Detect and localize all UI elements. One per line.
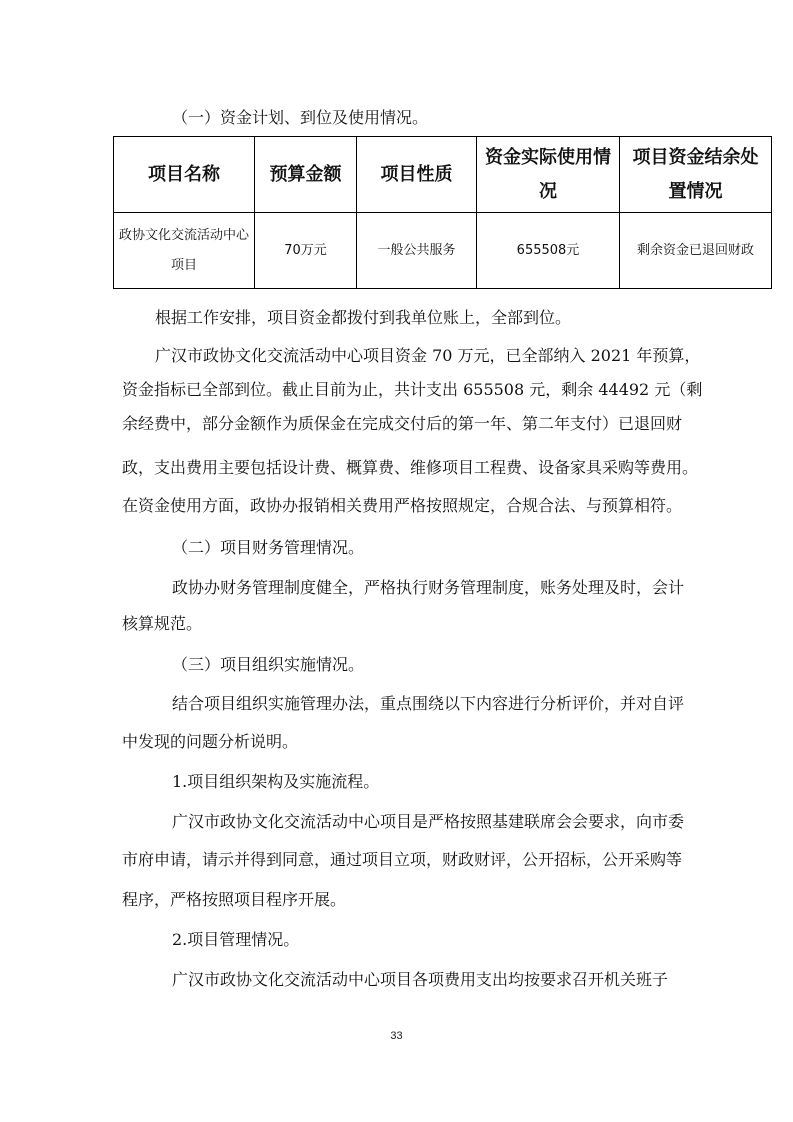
paragraph-5-line-3: 程序，严格按照项目程序开展。 — [122, 890, 347, 909]
paragraph-2-line-2: 资金指标已全部到位。截止目前为止，共计支出 655508 元，剩余 44492 元（剩 — [122, 380, 703, 399]
header-project-name: 项目名称 — [114, 137, 255, 213]
cell-project-name: 政协文化交流活动中心项目 — [114, 213, 255, 289]
subheading-2: 2.项目管理情况。 — [172, 930, 300, 949]
paragraph-4-line-1: 结合项目组织实施管理办法，重点围绕以下内容进行分析评价，并对自评 — [172, 694, 685, 713]
paragraph-6-line-1: 广汉市政协文化交流活动中心项目各项费用支出均按要求召开机关班子 — [172, 970, 669, 989]
section-heading-1: （一）资金计划、到位及使用情况。 — [172, 108, 429, 127]
paragraph-2-line-4: 政，支出费用主要包括设计费、概算费、维修项目工程费、设备家具采购等费用。 — [122, 458, 699, 477]
paragraph-2-line-1: 广汉市政协文化交流活动中心项目资金 70 万元，已全部纳入 2021 年预算， — [155, 346, 701, 365]
cell-balance-handling: 剩余资金已退回财政 — [620, 213, 772, 289]
table-row — [114, 213, 772, 289]
table-header-row — [114, 137, 772, 213]
paragraph-5-line-1: 广汉市政协文化交流活动中心项目是严格按照基建联席会会要求，向市委 — [172, 812, 685, 831]
header-balance-handling: 项目资金结余处置情况 — [620, 137, 772, 213]
page-number: 33 — [390, 1030, 403, 1042]
paragraph-4-line-2: 中发现的问题分析说明。 — [122, 732, 299, 751]
fund-table — [113, 136, 772, 289]
subheading-1: 1.项目组织架构及实施流程。 — [172, 772, 380, 791]
cell-actual-use: 655508元 — [477, 213, 620, 289]
paragraph-2-line-3: 余经费中，部分金额作为质保金在完成交付后的第一年、第二年支付）已退回财 — [122, 414, 683, 433]
section-heading-3: （三）项目组织实施情况。 — [172, 655, 365, 674]
paragraph-3-line-1: 政协办财务管理制度健全，严格执行财务管理制度，账务处理及时，会计 — [172, 578, 685, 597]
section-heading-2: （二）项目财务管理情况。 — [172, 538, 365, 557]
paragraph-5-line-2: 市府申请，请示并得到同意，通过项目立项，财政财评，公开招标，公开采购等 — [122, 850, 683, 869]
paragraph-3-line-2: 核算规范。 — [122, 614, 203, 633]
cell-nature: 一般公共服务 — [357, 213, 477, 289]
cell-budget: 70万元 — [255, 213, 357, 289]
header-budget: 预算金额 — [255, 137, 357, 213]
header-nature: 项目性质 — [357, 137, 477, 213]
header-actual-use: 资金实际使用情况 — [477, 137, 620, 213]
paragraph-1: 根据工作安排，项目资金都拨付到我单位账上，全部到位。 — [155, 308, 572, 327]
paragraph-2-line-5: 在资金使用方面，政协办报销相关费用严格按照规定，合规合法、与预算相符。 — [122, 496, 683, 515]
